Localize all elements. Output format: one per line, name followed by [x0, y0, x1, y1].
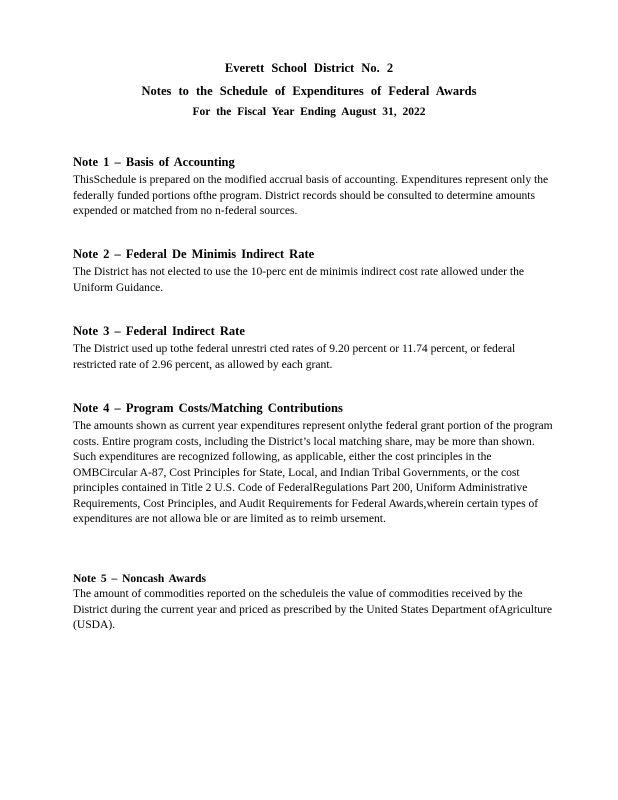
note-1: [73, 154, 553, 219]
document-period: For the Fiscal Year Ending August 31, 2022: [192, 106, 426, 118]
note-4-body: The amounts shown as current year expenditures represent onlythe federal grant portion of the program costs. Entire program costs, including the District’s local matching share, may be more than shown. Such expenditures are recognized following, as applicable, either the cost principles in the OMBCircular A-87, Cost Principles for State, Local, and Indian Tribal Governments, or the cost principles contained in Title 2 U.S. Code of FederalRegulations Part 200, Uniform Administrative Requirements, Cost Principles, and Audit Requirements for Federal Awards,wherein certain types of expenditures are not allowa ble or are limited as to reimb ursement.: [73, 419, 553, 525]
note-3-body: The District used up tothe federal unrestri cted rates of 9.20 percent or 11.74 percent, or federal restricted rate of 2.96 percent, as allowed by each grant.: [73, 342, 516, 371]
note-4: [73, 400, 553, 527]
note-5-body: The amount of commodities reported on the scheduleis the value of commodities received by the District during the current year and priced as prescribed by the United States Department ofAgriculture (USDA).: [73, 587, 553, 631]
note-1-heading: Note 1 – Basis of Accounting: [73, 155, 235, 169]
note-2: [73, 246, 553, 295]
note-4-heading: Note 4 – Program Costs/Matching Contributions: [73, 401, 343, 415]
note-1-body: ThisSchedule is prepared on the modified accrual basis of accounting. Expenditures represent only the federally funded portions ofthe program. District records should be consulted to determine amounts expended or matched from no n-federal sources.: [73, 173, 549, 217]
document-title: Everett School District No. 2: [224, 61, 394, 75]
note-2-heading: Note 2 – Federal De Minimis Indirect Rate: [73, 247, 315, 261]
note-5: [73, 572, 553, 633]
document-subtitle: Notes to the Schedule of Expenditures of Federal Awards: [141, 84, 477, 98]
note-3-heading: Note 3 – Federal Indirect Rate: [73, 324, 245, 338]
note-2-body: The District has not elected to use the 10-perc ent de minimis indirect cost rate allowed under the Uniform Guidance.: [73, 265, 525, 294]
note-5-heading: Note 5 – Noncash Awards: [73, 573, 207, 585]
note-3: [73, 323, 553, 372]
